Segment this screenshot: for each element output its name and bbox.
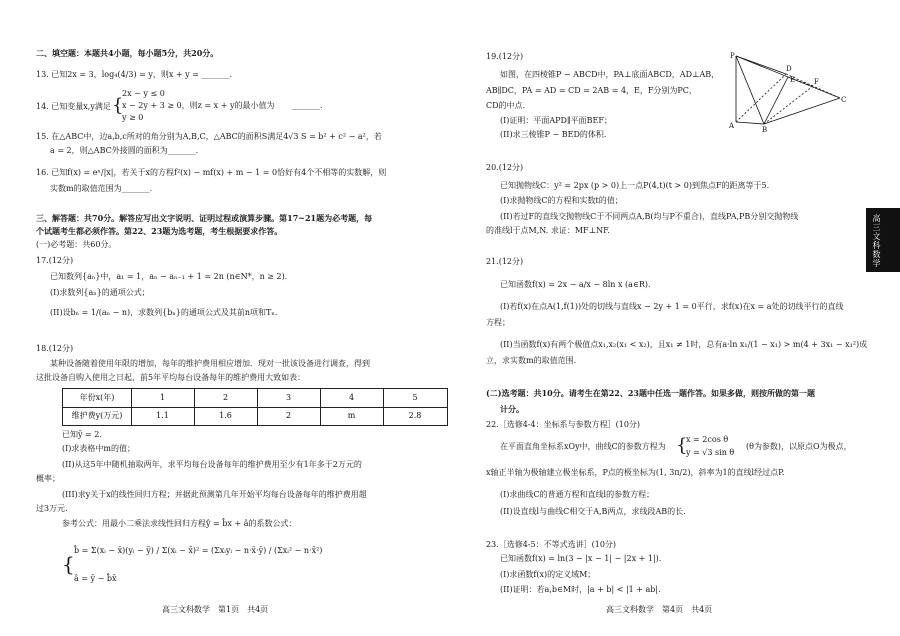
question-21-line-1: 已知函数f(x) = 2x − a/x − 8ln x (a∈R). [500, 280, 651, 289]
table-cell: 2 [285, 411, 292, 420]
question-22-part-1: (I)求曲线C的普通方程和直线l的参数方程； [500, 490, 655, 499]
question-18-title: 18.(12分) [36, 344, 74, 353]
question-19-title: 19.(12分) [486, 52, 524, 61]
table-cell: 1.1 [156, 411, 169, 420]
section-3-subheading: (一)必考题：共60分。 [36, 240, 117, 249]
question-18-given: 已知ȳ = 2. [62, 430, 102, 439]
table-cell: m [347, 411, 356, 420]
vertex-c-label: C [841, 96, 847, 104]
edge-pb [736, 56, 764, 124]
question-18-part-1: (I)求表格中m的值； [62, 444, 135, 453]
question-17-line-1: 已知数列{aₙ}中，a₁ = 1，aₙ − aₙ₋₁ + 1 = 2n (n∈N*，n ≥ 2). [50, 272, 288, 281]
edge-ad [736, 74, 786, 122]
regression-formula-a: â = ȳ − b̂x̄ [74, 574, 117, 583]
question-18-line-2: 这批设备自购入使用之日起，前5年平均每台设备每年的维护费用大致如表： [36, 373, 306, 382]
q14-blank: _______. [292, 101, 323, 110]
question-15-line-2: a = 2，则△ABC外接圆的面积为_______. [50, 146, 199, 155]
reference-formula-label: 参考公式：用最小二乘法求线性回归方程ŷ = b̂x + â的系数公式： [62, 519, 297, 528]
question-14: 14. 已知变量x,y满足 [36, 102, 111, 111]
table-cell: 1 [159, 393, 166, 402]
question-18-line-1: 某种设备随着使用年限的增加，每年的维护费用相应增加．现对一批该设备进行调查，得到 [50, 359, 370, 368]
question-19-line-3: CD的中点. [486, 101, 526, 110]
question-20-part-2-cont: 的准线l于点M,N. 求证：MF⊥NF. [486, 226, 610, 235]
question-22-part-2: (II)设直线l与曲线C相交于A,B两点，求线段AB的长. [500, 507, 686, 516]
page-footer: 高三文科数学 第1页 共4页 [162, 605, 269, 614]
table-cell: 2 [222, 393, 229, 402]
question-22-title: 22.［选修4-4：坐标系与参数方程］(10分) [486, 420, 641, 429]
table-cell: 4 [348, 393, 355, 402]
q14-constraint-2: x − 2y + 3 ≥ 0，则z = x + y的最小值为 [122, 101, 275, 110]
maintenance-table [62, 388, 448, 426]
vertex-a-label: A [729, 122, 735, 130]
question-17-title: 17.(12分) [36, 256, 74, 265]
table-cell: 3 [285, 393, 292, 402]
question-21-title: 21.(12分) [486, 257, 524, 266]
question-20-part-1: (I)求抛物线C的方程和实数t的值； [500, 196, 623, 205]
table-divider [383, 389, 384, 425]
section-3-heading-1: 三、解答题：共70分。解答应写出文字说明、证明过程或演算步骤。第17~21题为必考题，每 [36, 213, 373, 223]
question-22-line-2: x轴正半轴为极轴建立极坐标系，P点的极坐标为(1, 3π/2)，斜率为1的直线l经过点P. [486, 468, 785, 477]
parametric-x: x = 2cos θ [686, 435, 729, 444]
table-divider [131, 389, 132, 425]
table-row [63, 389, 447, 408]
question-21-part-1: (I)若f(x)在点A(1,f(1))处的切线与直线x − 2y + 1 = 0平行，求f(x)在x = a处的切线平行的直线 [500, 302, 844, 311]
elective-heading-2: 计分。 [500, 404, 524, 414]
brace-icon: { [112, 95, 124, 116]
section-2-heading: 二、填空题：本题共4小题，每小题5分，共20分。 [36, 48, 219, 58]
question-22-line-1: 在平面直角坐标系xOy中，曲线C的参数方程为 [500, 442, 666, 451]
question-23-title: 23.［选修4-5：不等式选讲］(10分) [486, 540, 617, 549]
table-divider [257, 389, 258, 425]
question-21-part-2-cont: 立，求实数m的取值范围. [486, 356, 577, 365]
question-17-line-3: (II)设bₙ = 1/(aₙ − n)，求数列{bₙ}的通项公式及其前n项和Tₙ. [50, 308, 278, 317]
question-23-part-1: (I)求函数f(x)的定义域M； [500, 570, 596, 579]
question-22-line-1-end: (θ为参数)，以原点O为极点， [746, 442, 852, 451]
table-cell: 维护费y(万元) [71, 411, 123, 420]
question-15-line-1: 15. 在△ABC中，边a,b,c所对的角分别为A,B,C，△ABC的面积S满足4√3 S = b² + c² − a²，若 [36, 132, 382, 141]
parametric-y: y = √3 sin θ [686, 448, 735, 457]
regression-formula-b: b̂ = Σ(xᵢ − x̄)(yᵢ − ȳ) / Σ(xᵢ − x̄)² = (Σxᵢyᵢ − n·x̄·ȳ) / (Σxᵢ² − n·x̄²) [74, 546, 323, 555]
vertex-p-label: P [730, 52, 735, 60]
vertex-f-label: F [814, 78, 819, 86]
edge-bf [764, 86, 813, 124]
question-19-part-2: (II)求三棱锥P − BED的体积. [500, 130, 607, 139]
question-23-part-2: (II)证明：若a,b∈M时，|a + b| < |1 + ab|. [500, 585, 661, 594]
pyramid-figure [728, 52, 848, 132]
question-23-line-1: 已知函数f(x) = ln(3 − |x − 1| − |2x + 1|). [500, 554, 662, 563]
question-16-line-1: 16. 已知f(x) = eˣ/|x|，若关于x的方程f²(x) − mf(x) + m − 1 = 0恰好有4个不相等的实数解，则 [36, 168, 387, 177]
question-18-part-3-cont: 过3万元. [36, 504, 68, 513]
table-cell: 2.8 [408, 411, 422, 420]
table-divider [194, 389, 195, 425]
edge-pd [736, 56, 786, 74]
vertex-e-label: E [790, 76, 796, 84]
question-18-part-2: (II)从这5年中随机抽取两年，求平均每台设备每年的维护费用至少有1年多于2万元的 [62, 460, 362, 469]
table-divider [320, 389, 321, 425]
question-18-part-2-cont: 概率； [36, 474, 60, 483]
table-cell: 5 [412, 393, 418, 402]
side-tab-label: 高三文科数学 [872, 214, 881, 268]
page-footer: 高三文科数学 第4页 共4页 [606, 605, 713, 614]
table-cell: 1.6 [219, 411, 232, 420]
q14-constraint-3: y ≥ 0 [122, 113, 144, 122]
section-3-heading-2: 个试题考生都必须作答。第22、23题为选考题，考生根据要求作答。 [36, 226, 283, 236]
question-20-title: 20.(12分) [486, 163, 524, 172]
brace-icon: { [62, 552, 75, 576]
table-row [63, 407, 447, 425]
side-tab [866, 208, 900, 272]
question-19-part-1: (I)证明：平面APD∥平面BEF； [500, 116, 612, 125]
vertex-d-label: D [786, 65, 792, 73]
question-18-part-3: (III)求y关于x的线性回归方程；并据此预测第几年开始平均每台设备每年的维护费用超 [62, 490, 367, 499]
question-17-line-2: (I)求数列{aₙ}的通项公式； [50, 288, 150, 297]
question-13: 13. 已知2x = 3，log₄(4/3) = y，则x + y = _______. [36, 70, 233, 79]
vertex-b-label: B [762, 126, 768, 132]
edge-ab [736, 122, 764, 124]
brace-icon: { [676, 435, 688, 456]
question-19-line-2: AB∥DC，PA = AD = CD = 2AB = 4，E，F分别为PC， [486, 86, 697, 95]
question-19-line-1: 如图，在四棱锥P − ABCD中，PA⊥底面ABCD，AD⊥AB， [500, 70, 720, 79]
question-21-part-1-cont: 方程； [486, 318, 510, 327]
question-16-line-2: 实数m的取值范围为_______. [50, 184, 153, 193]
elective-heading-1: (二)选考题：共10分。请考生在第22、23题中任选一题作答。如果多做，则按所做的第一题 [486, 388, 815, 398]
q14-constraint-1: 2x − y ≤ 0 [122, 89, 165, 98]
question-21-part-2: (II)当函数f(x)有两个极值点x₁,x₂(x₁ < x₂)，且x₁ ≠ 1时，总有a·ln x₁/(1 − x₁) > m(4 + 3x₁ − x₁²)成 [500, 340, 868, 349]
question-20-line-1: 已知抛物线C：y² = 2px (p > 0)上一点P(4,t)(t > 0)到焦点F的距离等于5. [500, 181, 770, 190]
question-20-part-2: (II)若过F的直线交抛物线C于不同两点A,B(均与P不重合)，直线PA,PB分别交抛物线 [500, 212, 799, 221]
table-cell: 年份x(年) [79, 393, 115, 402]
